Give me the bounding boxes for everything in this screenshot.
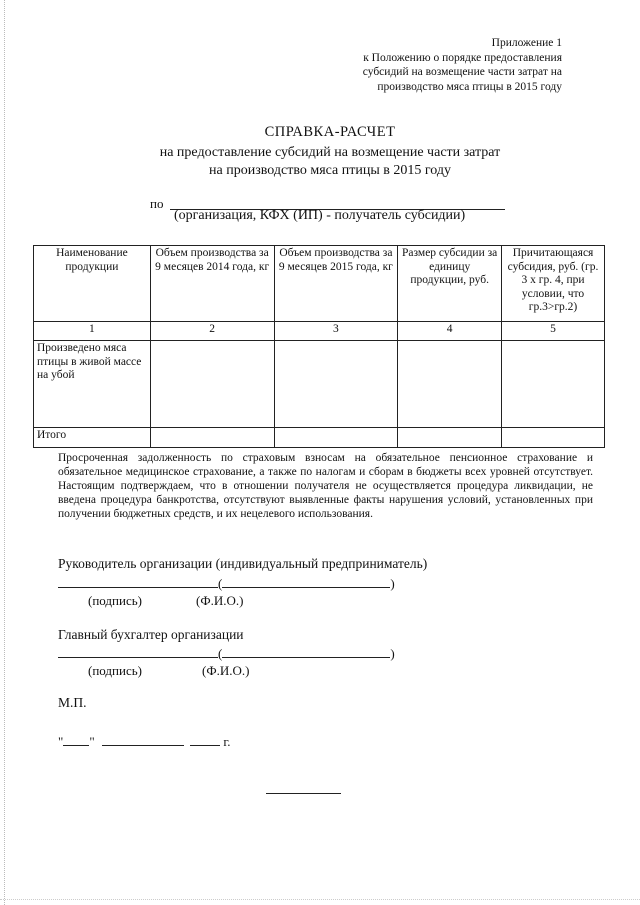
cell-total-2015[interactable] bbox=[274, 428, 398, 448]
date-line bbox=[58, 733, 231, 750]
cell-volume-2014[interactable] bbox=[150, 341, 274, 428]
end-divider bbox=[266, 793, 341, 794]
head-title: Руководитель организации (индивидуальный предприниматель) bbox=[58, 556, 428, 571]
column-number: 1 bbox=[34, 322, 151, 341]
appendix-line-2: к Положению о порядке предоставления bbox=[363, 51, 562, 64]
appendix-line-1: Приложение 1 bbox=[491, 37, 562, 49]
row-label-poultry-produced: Произведено мяса птицы в живой массе на убой bbox=[34, 341, 151, 428]
document-title: СПРАВКА-РАСЧЕТ bbox=[264, 124, 396, 140]
header-subsidy-rate: Размер субсидии за единицу продукции, руб. bbox=[398, 246, 502, 322]
column-number: 2 bbox=[150, 322, 274, 341]
po-label: по bbox=[150, 196, 164, 211]
header-volume-2014: Объем производства за 9 месяцев 2014 года, кг bbox=[150, 246, 274, 322]
paren-close: ) bbox=[390, 646, 395, 661]
table-column-numbers-row bbox=[34, 322, 605, 341]
cell-total-2014[interactable] bbox=[150, 428, 274, 448]
accountant-name-blank[interactable] bbox=[222, 645, 390, 658]
table-row-total bbox=[34, 428, 605, 448]
stamp-label: М.П. bbox=[58, 695, 87, 710]
date-quote-close: " bbox=[89, 734, 95, 749]
accountant-name-caption: (Ф.И.О.) bbox=[202, 663, 250, 678]
organization-caption: (организация, КФХ (ИП) - получатель субсидии) bbox=[174, 208, 466, 223]
subsidy-table bbox=[33, 245, 605, 448]
head-signature-caption: (подпись) bbox=[88, 593, 142, 608]
appendix-line-3: субсидий на возмещение части затрат на bbox=[362, 66, 562, 78]
accountant-signature-line[interactable] bbox=[58, 645, 395, 662]
date-month-blank[interactable] bbox=[102, 733, 184, 746]
cell-subsidy-rate[interactable] bbox=[398, 341, 502, 428]
header-volume-2015: Объем производства за 9 месяцев 2015 года, кг bbox=[274, 246, 398, 322]
scan-bottom-artifact bbox=[0, 899, 640, 900]
paren-close: ) bbox=[390, 576, 395, 591]
cell-total-due[interactable] bbox=[502, 428, 605, 448]
header-subsidy-due: Причитающаяся субсидия, руб. (гр. 3 х гр. 4, при условии, что гр.3>гр.2) bbox=[502, 246, 605, 322]
column-number: 4 bbox=[398, 322, 502, 341]
head-signature-line[interactable] bbox=[58, 575, 395, 592]
date-year-suffix: г. bbox=[223, 734, 231, 749]
appendix-header bbox=[330, 36, 562, 94]
column-number: 3 bbox=[274, 322, 398, 341]
row-label-total: Итого bbox=[34, 428, 151, 448]
date-day-blank[interactable] bbox=[63, 733, 89, 746]
head-name-caption: (Ф.И.О.) bbox=[196, 593, 244, 608]
cell-volume-2015[interactable] bbox=[274, 341, 398, 428]
table-row bbox=[34, 341, 605, 428]
scan-margin-artifact bbox=[4, 0, 6, 905]
column-number: 5 bbox=[502, 322, 605, 341]
cell-total-rate[interactable] bbox=[398, 428, 502, 448]
paren-open: ( bbox=[218, 646, 223, 661]
accountant-signature-blank[interactable] bbox=[58, 645, 218, 658]
subtitle-line-1: на предоставление субсидий на возмещение части затрат bbox=[159, 145, 501, 160]
accountant-title: Главный бухгалтер организации bbox=[58, 627, 244, 642]
document-subtitle bbox=[0, 144, 640, 180]
paren-open: ( bbox=[218, 576, 223, 591]
declaration-text: Просроченная задолженность по страховым взносам на обязательное пенсионное страхование и обязательное медицинское страхование, а также по налогам и сборам в бюджеты всех уровней отсутствует. Настоящим подтверждаем, что в отношении получателя не осуществляется процедура ликвидации, не введена процедура банкротства, отсутствуют выявленные факты нарушения условий, установленных при получении бюджетных средств, и их нецелевого использования. bbox=[58, 452, 593, 520]
cell-subsidy-due[interactable] bbox=[502, 341, 605, 428]
accountant-signature-caption: (подпись) bbox=[88, 663, 142, 678]
header-product-name: Наименование продукции bbox=[34, 246, 151, 322]
table-header-row bbox=[34, 246, 605, 322]
head-signature-blank[interactable] bbox=[58, 575, 218, 588]
date-year-blank[interactable] bbox=[190, 733, 220, 746]
head-name-blank[interactable] bbox=[222, 575, 390, 588]
date-quote-open: " bbox=[58, 734, 64, 749]
subtitle-line-2: на производство мяса птицы в 2015 году bbox=[209, 163, 451, 178]
appendix-line-4: производство мяса птицы в 2015 году bbox=[377, 80, 562, 93]
